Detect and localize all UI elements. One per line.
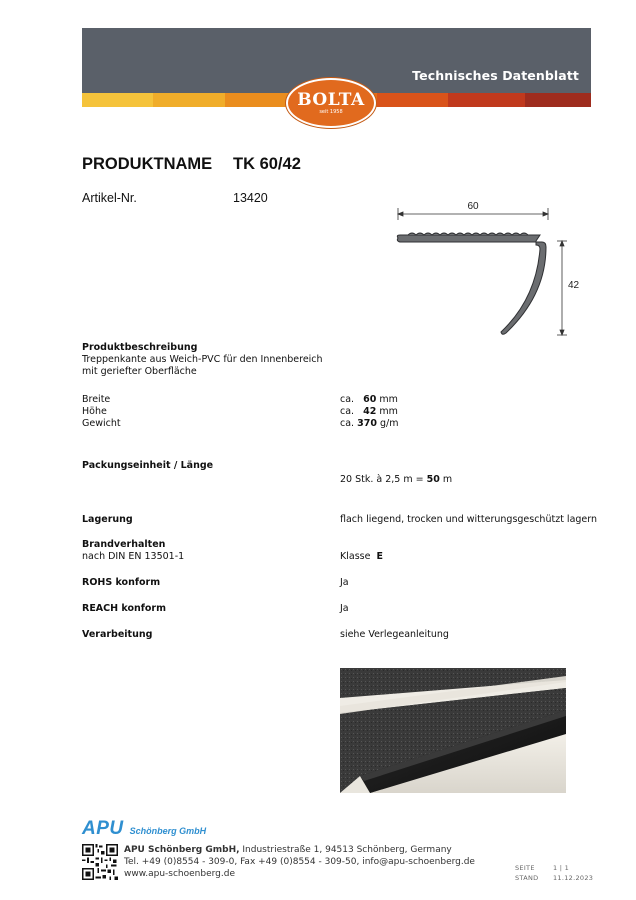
article-number-label: Artikel-Nr. — [82, 191, 137, 205]
spec-value: ca. 60 mm — [340, 394, 398, 405]
description-heading: Produktbeschreibung — [82, 342, 198, 353]
height-label: 42 — [568, 280, 580, 291]
processing-label: Verarbeitung — [82, 629, 153, 640]
storage-label: Lagerung — [82, 514, 133, 525]
packaging-value: 20 Stk. à 2,5 m = 50 m — [340, 474, 453, 485]
spec-label: Höhe — [82, 406, 107, 417]
profile-shape — [397, 235, 546, 334]
bolta-logo — [286, 78, 376, 128]
reach-value: Ja — [340, 603, 349, 614]
footer-web-link[interactable]: www.apu-schoenberg.de — [124, 869, 236, 879]
spec-label: Gewicht — [82, 418, 121, 429]
rohs-label: ROHS konform — [82, 577, 161, 588]
product-name-value: TK 60/42 — [233, 155, 301, 173]
page-label: SEITE — [515, 864, 535, 872]
description-line-1: Treppenkante aus Weich-PVC für den Innenbereich — [82, 354, 323, 365]
strip-segment — [377, 93, 448, 107]
fire-label: Brandverhalten — [82, 539, 166, 550]
profile-ribs — [408, 233, 528, 235]
strip-segment — [525, 93, 591, 107]
strip-segment — [153, 93, 224, 107]
apu-brand-sub: Schönberg GmbH — [129, 826, 207, 836]
height-dimension — [557, 241, 567, 335]
page-value: 1 | 1 — [553, 864, 570, 872]
date-value: 11.12.2023 — [553, 874, 594, 882]
description-line-2: mit geriefter Oberfläche — [82, 366, 197, 377]
strip-segment — [448, 93, 524, 107]
qr-code-icon — [82, 844, 118, 880]
reach-label: REACH konform — [82, 603, 166, 614]
processing-value: siehe Verlegeanleitung — [340, 629, 449, 640]
product-photo — [340, 668, 566, 793]
logo-since: seit 1958 — [319, 109, 343, 115]
date-label: STAND — [515, 874, 539, 882]
profile-diagram — [390, 195, 590, 345]
fire-class: Klasse E — [340, 551, 383, 562]
apu-brand: APU — [82, 818, 124, 839]
apu-logo — [82, 818, 206, 840]
spec-value: ca. 370 g/m — [340, 418, 399, 429]
packaging-label: Packungseinheit / Länge — [82, 460, 214, 471]
fire-norm: nach DIN EN 13501-1 — [82, 551, 185, 562]
spec-value: ca. 42 mm — [340, 406, 398, 417]
footer-company-line: APU Schönberg GmbH, Industriestraße 1, 94513 Schönberg, Germany — [124, 845, 452, 855]
logo-name: BOLTA — [297, 90, 365, 110]
width-label: 60 — [467, 201, 479, 212]
rohs-value: Ja — [340, 577, 349, 588]
strip-segment — [82, 93, 153, 107]
product-name-label: PRODUKTNAME — [82, 155, 213, 173]
footer-contact-line: Tel. +49 (0)8554 - 309-0, Fax +49 (0)8554 - 309-50, info@apu-schoenberg.de — [124, 857, 475, 867]
storage-value: flach liegend, trocken und witterungsgeschützt lagern — [340, 514, 598, 525]
spec-label: Breite — [82, 394, 111, 405]
article-number-value: 13420 — [233, 191, 268, 205]
document-type-title: Technisches Datenblatt — [412, 68, 579, 83]
